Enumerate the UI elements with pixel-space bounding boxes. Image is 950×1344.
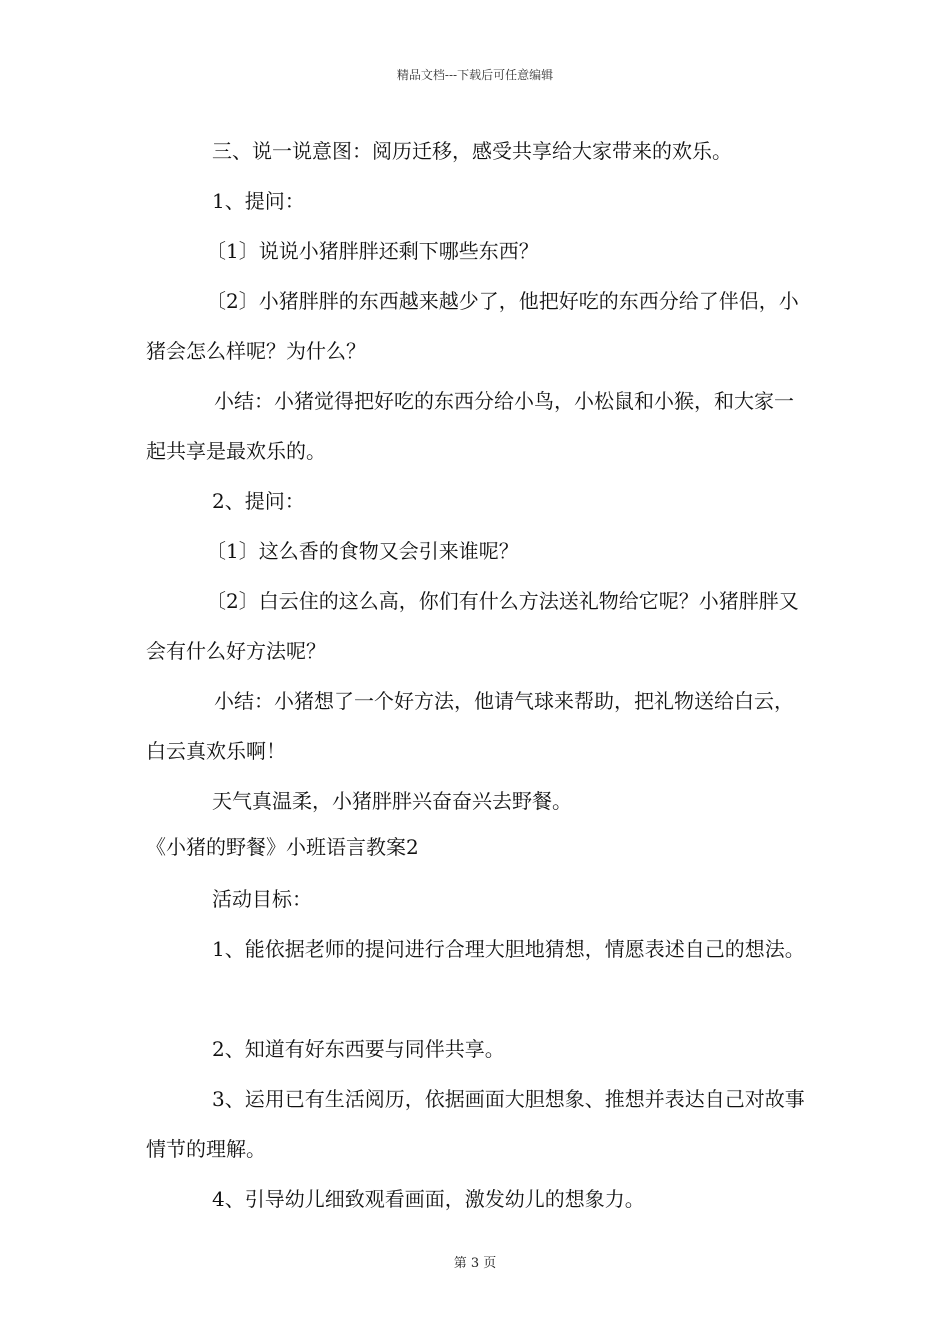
paragraph-summary-1: 小结：小猪觉得把好吃的东西分给小鸟，小松鼠和小猴，和大家一起共享是最欢乐的。 xyxy=(146,389,794,463)
paragraph-objective-4: 4、引导幼儿细致观看画面，激发幼儿的想象力。 xyxy=(212,1187,645,1211)
paragraph-summary-2: 小结：小猪想了一个好方法，他请气球来帮助，把礼物送给白云，白云真欢乐啊！ xyxy=(146,689,794,763)
paragraph-q1-item-1: 〔1〕说说小猪胖胖还剩下哪些东西？ xyxy=(206,239,539,263)
paragraph-objective-2: 2、知道有好东西要与同伴共享。 xyxy=(212,1037,505,1061)
paragraph-question-1: 1、提问： xyxy=(212,189,305,213)
paragraph-weather: 天气真温柔，小猪胖胖兴奋奋兴去野餐。 xyxy=(212,789,572,813)
paragraph-q2-item-1: 〔1〕这么香的食物又会引来谁呢？ xyxy=(206,539,519,563)
paragraph-q1-item-2: 〔2〕小猪胖胖的东西越来越少了，他把好吃的东西分给了伴侣，小猪会怎么样呢？为什么？ xyxy=(146,289,799,363)
section-title: 《小猪的野餐》小班语言教案2 xyxy=(146,835,419,859)
page-number: 第 3 页 xyxy=(453,1256,497,1271)
paragraph-section-three: 三、说一说意图：阅历迁移，感受共享给大家带来的欢乐。 xyxy=(212,139,732,163)
paragraph-objective-3: 3、运用已有生活阅历，依据画面大胆想象、推想并表达自己对故事情节的理解。 xyxy=(146,1087,805,1161)
paragraph-question-2: 2、提问： xyxy=(212,489,305,513)
page-header: 精品文档---下载后可任意编辑 xyxy=(396,68,554,82)
paragraph-q2-item-2: 〔2〕白云住的这么高，你们有什么方法送礼物给它呢？小猪胖胖又会有什么好方法呢？ xyxy=(146,589,799,663)
paragraph-objective-1: 1、能依据老师的提问进行合理大胆地猜想，情愿表述自己的想法。 xyxy=(212,937,805,961)
paragraph-objectives-heading: 活动目标： xyxy=(212,887,312,911)
